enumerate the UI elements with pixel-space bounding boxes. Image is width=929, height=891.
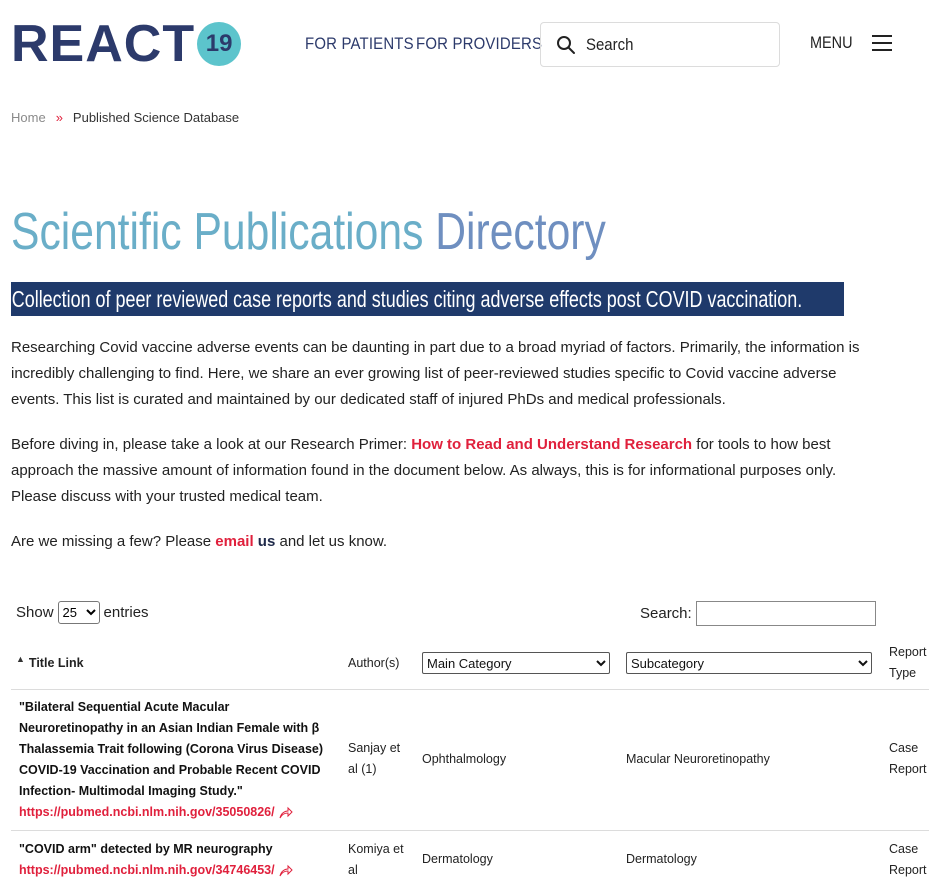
column-header-report-label-2: Type xyxy=(889,666,917,680)
page-title-part1: Scientific Publications xyxy=(11,203,436,261)
table-header xyxy=(11,636,929,690)
show-entries-control xyxy=(16,601,149,624)
page-title-part2: Directory xyxy=(435,203,606,261)
breadcrumb-separator: » xyxy=(55,110,63,125)
breadcrumb-home[interactable]: Home xyxy=(11,110,46,125)
page-subtitle xyxy=(11,282,844,316)
site-search-input[interactable] xyxy=(540,22,780,67)
publication-title: "COVID arm" detected by MR neurography xyxy=(19,842,273,856)
subcategory-cell: Macular Neuroretinopathy xyxy=(626,752,770,766)
publication-title-cell xyxy=(19,839,329,881)
hamburger-icon xyxy=(872,35,892,51)
table-search-control xyxy=(640,601,876,626)
missing-text-after: and let us know. xyxy=(275,533,388,550)
report-type-cell: Case Report xyxy=(889,741,927,776)
show-label: Show xyxy=(16,604,54,621)
authors-cell: Komiya et al xyxy=(348,842,404,877)
publication-title: "Bilateral Sequential Acute Macular Neuroretinopathy in an Asian Indian Female with β Thalassemia Trait following (Corona Virus Disease) COVID-19 Vaccination and Probable Recent COVID Infection- Multimodal Imaging Study." xyxy=(19,700,324,798)
publication-title-cell xyxy=(19,697,329,823)
menu-label: MENU xyxy=(810,33,853,52)
report-type-cell: Case Report xyxy=(889,842,927,877)
table-search-input[interactable] xyxy=(696,601,876,626)
publication-link[interactable]: https://pubmed.ncbi.nlm.nih.gov/35050826/ xyxy=(19,805,275,819)
table-row xyxy=(11,690,929,831)
column-header-report-label-1: Report xyxy=(889,645,927,659)
main-category-select[interactable] xyxy=(422,652,610,674)
site-header xyxy=(0,0,929,90)
column-header-report-type[interactable] xyxy=(889,636,927,690)
entries-select[interactable] xyxy=(58,601,100,624)
publication-link[interactable]: https://pubmed.ncbi.nlm.nih.gov/34746453/ xyxy=(19,863,275,877)
email-link[interactable]: email xyxy=(215,533,254,550)
page-title xyxy=(11,200,606,264)
missing-paragraph xyxy=(11,529,881,555)
subcategory-filter xyxy=(626,636,872,690)
column-header-title[interactable] xyxy=(16,636,84,690)
external-link-icon xyxy=(279,807,293,819)
subcategory-cell: Dermatology xyxy=(626,852,697,866)
column-header-title-label: Title Link xyxy=(28,656,84,670)
search-placeholder: Search xyxy=(586,34,634,54)
table-row xyxy=(11,831,929,891)
page-subtitle-text: Collection of peer reviewed case reports and studies citing adverse effects post COVID vaccination. xyxy=(11,286,803,312)
search-icon xyxy=(556,35,576,55)
external-link-icon xyxy=(279,865,293,877)
main-category-cell: Dermatology xyxy=(422,852,493,866)
us-link[interactable]: us xyxy=(257,533,276,550)
menu-button[interactable] xyxy=(810,33,892,53)
main-category-filter xyxy=(422,636,610,690)
logo-badge: 19 xyxy=(197,22,241,66)
intro-paragraph: Researching Covid vaccine adverse events can be daunting in part due to a broad myriad of factors. Primarily, the information is incredibly challenging to find. Here, we share an ever growing list of peer-reviewed studies specific to Covid vaccine adverse events. This list is curated and maintained by our dedicated staff of injured PhDs and medical professionals. xyxy=(11,339,860,408)
entries-label: entries xyxy=(103,604,149,621)
logo-text: REACT xyxy=(11,15,196,73)
site-logo[interactable] xyxy=(11,15,241,73)
column-header-authors[interactable]: Author(s) xyxy=(348,656,400,670)
authors-cell: Sanjay et al (1) xyxy=(348,741,401,776)
nav-for-providers[interactable]: FOR PROVIDERS xyxy=(416,34,543,53)
research-primer-link[interactable]: How to Read and Understand Research xyxy=(411,436,693,453)
primer-text-after: for tools to how best approach the massive amount of information found in the document below. As always, this is for informational purposes only. Please discuss with your trusted medical team. xyxy=(11,436,837,505)
subcategory-select[interactable] xyxy=(626,652,872,674)
primer-text-before: Before diving in, please take a look at our Research Primer: xyxy=(11,436,412,453)
table-search-label: Search: xyxy=(640,605,692,622)
breadcrumb xyxy=(11,110,239,125)
nav-for-patients[interactable]: FOR PATIENTS xyxy=(305,34,414,53)
sort-asc-icon: ▲ xyxy=(16,654,25,664)
main-category-cell: Ophthalmology xyxy=(422,752,507,766)
breadcrumb-current: Published Science Database xyxy=(72,110,240,125)
primer-paragraph xyxy=(11,432,881,510)
missing-text-before: Are we missing a few? Please xyxy=(11,533,216,550)
